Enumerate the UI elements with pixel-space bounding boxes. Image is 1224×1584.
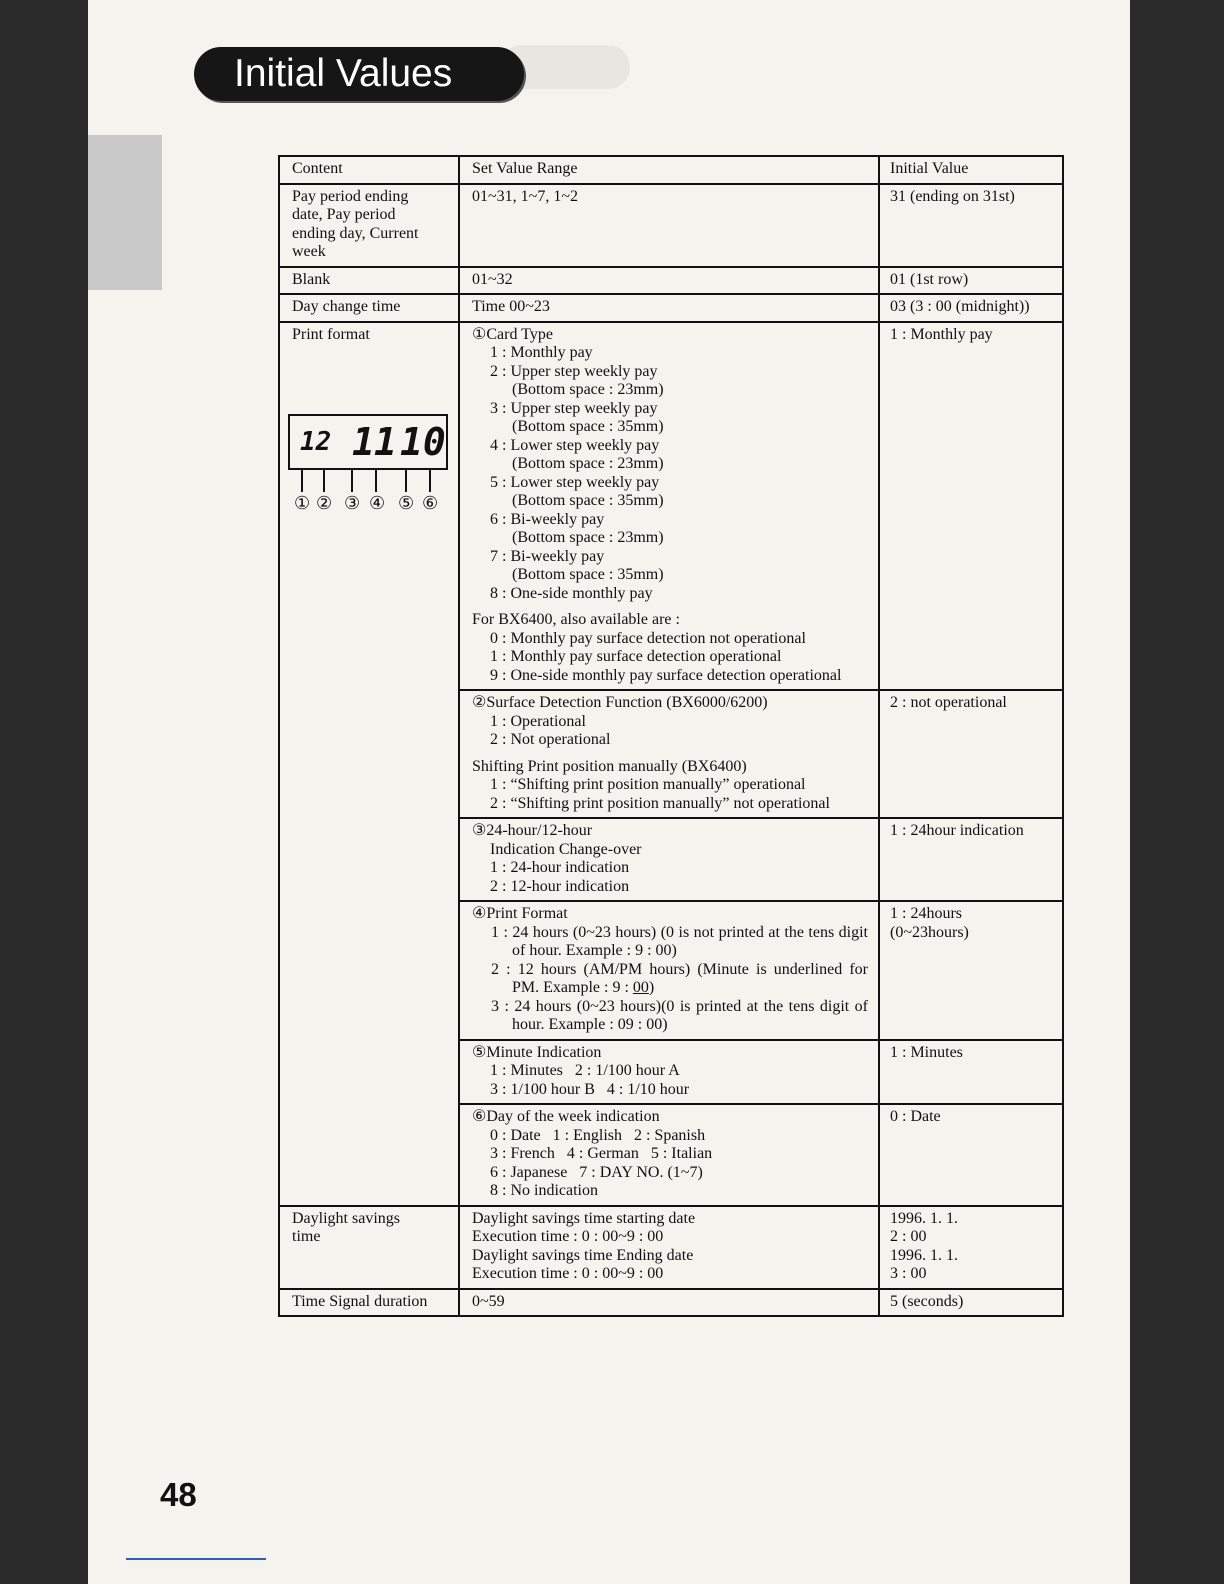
list-item: 2 : Not operational	[490, 731, 611, 748]
list-item: 6 : Japanese 7 : DAY NO. (1~7)	[490, 1163, 703, 1181]
cell-initial	[879, 901, 1063, 1040]
list-item: (Bottom space : 35mm)	[512, 418, 664, 435]
lcd-digit: 12	[300, 427, 332, 457]
content-line: Pay period ending	[292, 187, 409, 205]
table-row-day-change	[279, 294, 1063, 322]
list-item: (Bottom space : 35mm)	[512, 566, 664, 583]
cell-day-of-week	[459, 1104, 879, 1206]
cell-initial: 1 : Minutes	[879, 1040, 1063, 1105]
section-title: ①Card Type	[472, 325, 553, 343]
list-item: 3 : 24 hours (0~23 hours)(0 is printed at the tens digit of hour. Example : 09 : 00)	[491, 997, 868, 1033]
lcd-digit: 1	[352, 420, 375, 464]
cell-initial: 1 : 24hour indication	[879, 818, 1063, 901]
content-label: Print format	[292, 325, 370, 343]
initial-line: (0~23hours)	[890, 923, 969, 941]
cell-content: Day change time	[279, 294, 459, 322]
list-item: (Bottom space : 35mm)	[512, 492, 664, 509]
footer-rule	[126, 1558, 266, 1560]
list-item: 1 : Monthly pay surface detection operational	[490, 648, 782, 665]
list-item-text: )	[648, 979, 655, 996]
page-number: 48	[160, 1476, 197, 1513]
section-title: ③24-hour/12-hour	[472, 822, 593, 839]
cell-initial: 0 : Date	[879, 1104, 1063, 1206]
list-item: 8 : No indication	[490, 1182, 598, 1199]
initial-line: 1 : 24hours	[890, 905, 962, 922]
lcd-digit: 1	[374, 420, 397, 464]
subsection-title: Shifting Print position manually (BX6400)	[472, 757, 747, 775]
cell-content	[279, 184, 459, 267]
table-row-blank	[279, 267, 1063, 295]
underlined-minutes: 00	[632, 979, 649, 996]
cell-initial: 2 : not operational	[879, 690, 1063, 818]
list-item: 3 : Upper step weekly pay	[490, 399, 658, 417]
content-line: Daylight savings	[292, 1209, 400, 1227]
lcd-digit: 10	[400, 420, 446, 464]
column-header-range: Set Value Range	[459, 156, 879, 184]
list-item: 1 : 24-hour indication	[490, 859, 630, 876]
cell-print-format-options	[459, 901, 879, 1040]
list-item: 2 : 12-hour indication	[490, 877, 630, 895]
cell-print-format	[279, 322, 459, 1206]
list-item: 0 : Monthly pay surface detection not operational	[490, 629, 806, 647]
cell-surface-detection	[459, 690, 879, 818]
lcd-label: ⑥	[422, 493, 439, 513]
section-title: ④Print Format	[472, 905, 568, 922]
lcd-display	[288, 414, 448, 470]
lcd-label: ⑤	[398, 493, 415, 513]
lcd-label: ④	[369, 493, 386, 513]
list-item: 1 : Operational	[490, 712, 586, 730]
list-item-text: 2 : 12 hours (AM/PM hours) (Minute is underlined for PM. Example : 9 :	[491, 960, 868, 996]
cell-content: Blank	[279, 267, 459, 295]
list-item: 3 : 1/100 hour B 4 : 1/10 hour	[490, 1080, 690, 1098]
section-side-tab	[88, 135, 162, 290]
cell-minute-indication	[459, 1040, 879, 1105]
list-item: 3 : French 4 : German 5 : Italian	[490, 1145, 713, 1162]
initial-values-table	[278, 155, 1064, 1317]
cell-hour-indication	[459, 818, 879, 901]
list-item: (Bottom space : 23mm)	[512, 455, 664, 472]
initial-line: 2 : 00	[890, 1228, 927, 1245]
list-item: 1 : Monthly pay	[490, 344, 593, 361]
list-item: 6 : Bi-weekly pay	[490, 510, 605, 528]
content-line: ending day, Current	[292, 224, 419, 242]
cell-initial: 31 (ending on 31st)	[879, 184, 1063, 267]
table-row-time-signal	[279, 1289, 1063, 1317]
initial-line: 1996. 1. 1.	[890, 1246, 958, 1264]
table-row-daylight-savings	[279, 1206, 1063, 1289]
cell-initial	[879, 1206, 1063, 1289]
subsection-title: For BX6400, also available are :	[472, 611, 680, 628]
list-item: 5 : Lower step weekly pay	[490, 473, 660, 491]
list-item: 7 : Bi-weekly pay	[490, 547, 605, 565]
cell-range: 01~31, 1~7, 1~2	[459, 184, 879, 267]
table-header-row	[279, 156, 1063, 184]
list-item: (Bottom space : 23mm)	[512, 381, 664, 398]
cell-card-type	[459, 322, 879, 691]
column-header-content: Content	[279, 156, 459, 184]
content-line: time	[292, 1228, 321, 1245]
section-subtitle: Indication Change-over	[490, 840, 642, 858]
range-line: Execution time : 0 : 00~9 : 00	[472, 1265, 664, 1282]
list-item: 1 : 24 hours (0~23 hours) (0 is not printed at the tens digit of hour. Example : 9 : 00)	[491, 923, 868, 959]
section-title: ⑤Minute Indication	[472, 1043, 602, 1061]
cell-initial: 5 (seconds)	[879, 1289, 1063, 1317]
cell-range	[459, 1206, 879, 1289]
lcd-pointer-lines	[288, 468, 448, 494]
initial-line: 3 : 00	[890, 1265, 927, 1282]
table-row-card-type	[279, 322, 1063, 691]
content-line: date, Pay period	[292, 206, 396, 223]
section-title: ②Surface Detection Function (BX6000/6200)	[472, 694, 768, 711]
cell-range: Time 00~23	[459, 294, 879, 322]
section-title: ⑥Day of the week indication	[472, 1108, 660, 1125]
list-item	[472, 961, 868, 998]
list-item: (Bottom space : 23mm)	[512, 529, 664, 546]
list-item: 2 : Upper step weekly pay	[490, 362, 658, 380]
cell-initial: 1 : Monthly pay	[879, 322, 1063, 691]
cell-content	[279, 1206, 459, 1289]
content-line: week	[292, 243, 326, 260]
list-item: 0 : Date 1 : English 2 : Spanish	[490, 1126, 706, 1144]
list-item: 9 : One-side monthly pay surface detection operational	[490, 666, 842, 684]
table-row-pay-period	[279, 184, 1063, 267]
list-item: 2 : “Shifting print position manually” not operational	[490, 794, 830, 812]
range-line: Execution time : 0 : 00~9 : 00	[472, 1228, 664, 1245]
lcd-display-diagram	[288, 414, 448, 514]
range-line: Daylight savings time starting date	[472, 1209, 696, 1227]
cell-initial: 01 (1st row)	[879, 267, 1063, 295]
lcd-label: ③	[344, 493, 361, 513]
lcd-label: ①	[294, 493, 311, 513]
column-header-initial: Initial Value	[879, 156, 1063, 184]
cell-range: 0~59	[459, 1289, 879, 1317]
list-item: 4 : Lower step weekly pay	[490, 436, 660, 454]
cell-initial: 03 (3 : 00 (midnight))	[879, 294, 1063, 322]
cell-range: 01~32	[459, 267, 879, 295]
lcd-label: ②	[316, 493, 333, 513]
list-item: 8 : One-side monthly pay	[490, 584, 653, 602]
list-item: 1 : Minutes 2 : 1/100 hour A	[490, 1062, 680, 1079]
initial-line: 1996. 1. 1.	[890, 1209, 958, 1227]
list-item: 1 : “Shifting print position manually” operational	[490, 776, 806, 793]
page-title: Initial Values	[194, 47, 524, 101]
cell-content: Time Signal duration	[279, 1289, 459, 1317]
range-line: Daylight savings time Ending date	[472, 1246, 694, 1264]
